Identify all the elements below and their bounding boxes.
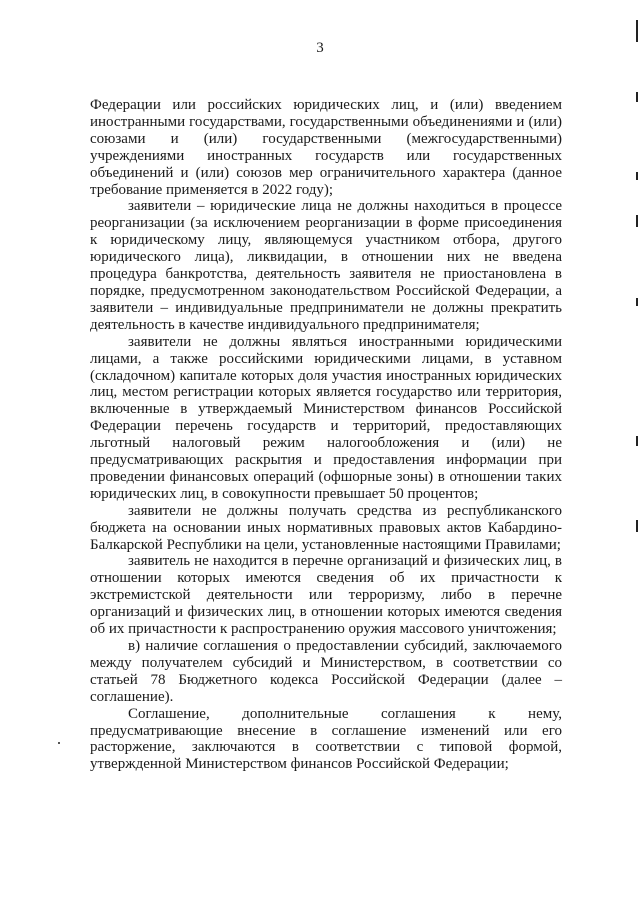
paragraph-extremism-list: заявитель не находится в перечне организаций и физических лиц, в отношении которых имеются сведения об их причастности к экстремистской деятельности или терроризму, либо в перечне организаций и физических лиц, в отношении которых имеются сведения об их причастности к распространению оружия массового уничтожения; [90, 553, 562, 638]
scan-mark [636, 436, 638, 446]
paragraph-reorganization: заявители – юридические лица не должны находиться в процессе реорганизации (за исключением реорганизации в форме присоединения к юридическому лицу, являющемуся участником отбора, другого юридического лица), ликвидации, в отношении них не введена процедура банкротства, деятельность заявителя не приостановлена в порядке, предусмотренном законодательством Российской Федерации, а заявители – индивидуальные предприниматели не должны прекратить деятельность в качестве индивидуального предпринимателя; [90, 198, 562, 333]
scan-mark [636, 520, 638, 532]
paragraph-budget-funds: заявители не должны получать средства из республиканского бюджета на основании иных нормативных правовых актов Кабардино-Балкарской Республики на цели, установленные настоящими Правилами; [90, 502, 562, 553]
scan-mark [636, 92, 638, 102]
paragraph-foreign-entities: заявители не должны являться иностранными юридическими лицами, а также российскими юридическими лицами, в уставном (складочном) капитале которых доля участия иностранных юридических лиц, местом регистрации которых является государство или территория, включенные в утверждаемый Министерством финансов Российской Федерации перечень государств и территорий, предоставляющих льготный налоговый режим налогообложения и (или) не предусматривающих раскрытия и предоставления информации при проведении финансовых операций (офшорные зоны) в отношении таких юридических лиц, в совокупности превышает 50 процентов; [90, 333, 562, 502]
page-number: 3 [316, 40, 324, 56]
scan-mark [636, 215, 638, 227]
paragraph-continuation: Федерации или российских юридических лиц, и (или) введением иностранными государствами, государственными объединениями и (или) союзами и (или) государственными (межгосударственными) учреждениями иностранных государств или государственных объединений и (или) союзов мер ограничительного характера (данное требование применяется в 2022 году); [90, 97, 562, 198]
scan-mark [636, 172, 638, 180]
scan-speck [58, 742, 60, 744]
paragraph-agreement-form: Соглашение, дополнительные соглашения к нему, предусматривающие внесение в соглашение изменений или его расторжение, заключаются в соответствии с типовой формой, утвержденной Министерством финансов Российской Федерации; [90, 705, 562, 773]
scan-mark [636, 298, 638, 306]
document-body [90, 97, 562, 773]
paragraph-agreement: в) наличие соглашения о предоставлении субсидий, заключаемого между получателем субсидий и Министерством, в соответствии со статьей 78 Бюджетного кодекса Российской Федерации (далее – соглашение). [90, 638, 562, 705]
scan-mark [636, 20, 638, 42]
scan-edge-marks [630, 0, 640, 905]
